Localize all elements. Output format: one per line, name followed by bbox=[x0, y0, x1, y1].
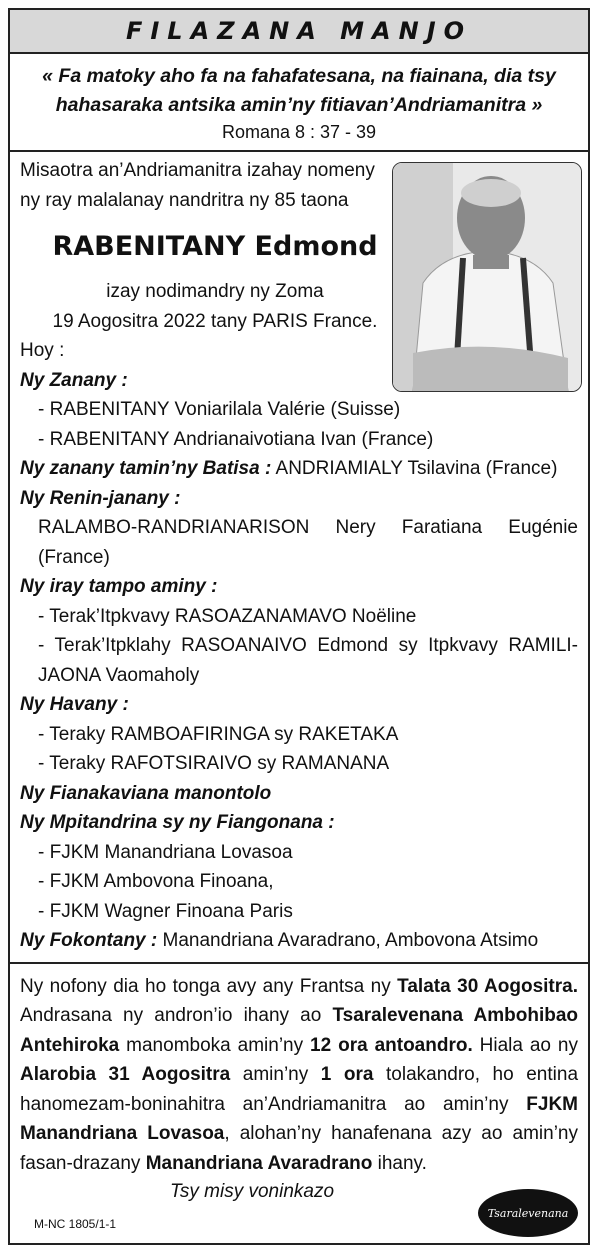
list-item: - Teraky RAMBOAFIRINGA sy RAKETAKA bbox=[38, 723, 399, 745]
header-title: FILAZANA MANJO bbox=[125, 17, 473, 45]
deceased-name: RABENITANY Edmond bbox=[52, 231, 378, 262]
funeral-text: manomboka amin’ny bbox=[119, 1034, 311, 1056]
funeral-details bbox=[10, 964, 588, 1179]
portrait-photo bbox=[392, 162, 582, 392]
funeral-text: Andrasana ny andron’io ihany ao bbox=[20, 1005, 333, 1026]
funeral-text: amin’ny bbox=[230, 1064, 321, 1085]
logo-text: Tsaralevenana bbox=[487, 1206, 569, 1220]
list-item: - Teraky RAFOTSIRAIVO sy RAMANANA bbox=[38, 753, 390, 774]
ad-code: M-NC 1805/1-1 bbox=[34, 1217, 117, 1231]
list-item: - Terak’Itpkvavy RASOAZANAMAVO Noëline bbox=[38, 605, 417, 627]
notice-body bbox=[10, 152, 588, 956]
list-item: - FJKM Ambovona Finoana, bbox=[38, 871, 274, 892]
zanany-heading: Ny Zanany : bbox=[20, 369, 128, 391]
header-bar bbox=[10, 10, 588, 54]
funeral-bold: Talata 30 Aogositra. bbox=[397, 975, 578, 997]
renin-janany-heading: Ny Renin-janany : bbox=[20, 487, 181, 509]
funeral-text: Hiala ao ny bbox=[472, 1034, 578, 1056]
intro-text bbox=[20, 152, 410, 215]
funeral-bold: Tsaralevenana Ambohibao Antehiroka bbox=[20, 1005, 579, 1056]
death-line-2: 19 Aogositra 2022 tany PARIS France. bbox=[52, 310, 378, 332]
list-item: - RABENITANY Andrianaivotiana Ivan (France) bbox=[38, 428, 434, 450]
funeral-bold: Manandriana Avaradrano bbox=[145, 1152, 373, 1174]
fianakaviana-heading: Ny Fianakaviana manontolo bbox=[20, 782, 272, 804]
batisa-heading: Ny zanany tamin’ny Batisa : bbox=[20, 458, 272, 479]
renin-janany-value: RALAMBO-RANDRIANARISON Nery Faratiana Eugénie (France) bbox=[38, 517, 578, 568]
fokontany-heading: Ny Fokontany : bbox=[20, 930, 158, 951]
closing-note: Tsy misy voninkazo bbox=[170, 1181, 335, 1202]
death-line-1: izay nodimandry ny Zoma bbox=[106, 281, 324, 302]
list-item: - Terak’Itpklahy RASOANAIVO Edmond sy Itpkvavy RAMILI-JAONA Vaomaholy bbox=[38, 635, 578, 686]
bible-quote: « Fa matoky aho fa na fahafatesana, na fiainana, dia tsy hahasaraka antsika amin’ny fitiavan’Andriamanitra » bbox=[42, 65, 556, 116]
batisa-value: ANDRIAMIALY Tsilavina (France) bbox=[271, 458, 558, 479]
tsaralevenana-logo bbox=[478, 1189, 578, 1237]
list-item: - FJKM Manandriana Lovasoa bbox=[38, 841, 293, 863]
notice-frame bbox=[8, 8, 590, 1245]
funeral-text: tolakandro, ho entina hanomezam-boninahitra an’Andriamanitra ao amin’ny bbox=[20, 1064, 579, 1115]
portrait-illustration bbox=[393, 163, 581, 391]
funeral-text: ihany. bbox=[372, 1152, 427, 1174]
funeral-bold: 1 ora bbox=[320, 1064, 374, 1085]
fokontany-value: Manandriana Avaradrano, Ambovona Atsimo bbox=[157, 930, 539, 951]
funeral-text: , alohan’ny hanafenana azy ao amin’ny fasan-drazany bbox=[20, 1123, 578, 1174]
batisa-line bbox=[20, 454, 578, 484]
mpitandrina-heading: Ny Mpitandrina sy ny Fiangonana : bbox=[20, 812, 335, 833]
iray-tampo-heading: Ny iray tampo aminy : bbox=[20, 576, 218, 597]
funeral-text: Ny nofony dia ho tonga avy any Frantsa ny bbox=[20, 975, 398, 997]
bible-reference: Romana 8 : 37 - 39 bbox=[221, 122, 377, 142]
footer bbox=[10, 1173, 588, 1243]
funeral-bold: 12 ora antoandro. bbox=[310, 1034, 473, 1056]
intro-line-1: Misaotra an’Andriamanitra izahay nomeny bbox=[20, 160, 375, 181]
intro-line-2: ny ray malalanay nandritra ny 85 taona bbox=[20, 189, 349, 211]
hoy-label: Hoy : bbox=[20, 340, 65, 361]
fokontany-line bbox=[20, 926, 578, 956]
list-item: - FJKM Wagner Finoana Paris bbox=[38, 900, 293, 922]
funeral-bold: Alarobia 31 Aogositra bbox=[20, 1064, 231, 1085]
list-item: - RABENITANY Voniarilala Valérie (Suisse) bbox=[38, 399, 401, 420]
funeral-bold: FJKM Manandriana Lovasoa bbox=[20, 1093, 578, 1144]
havany-heading: Ny Havany : bbox=[20, 694, 129, 715]
